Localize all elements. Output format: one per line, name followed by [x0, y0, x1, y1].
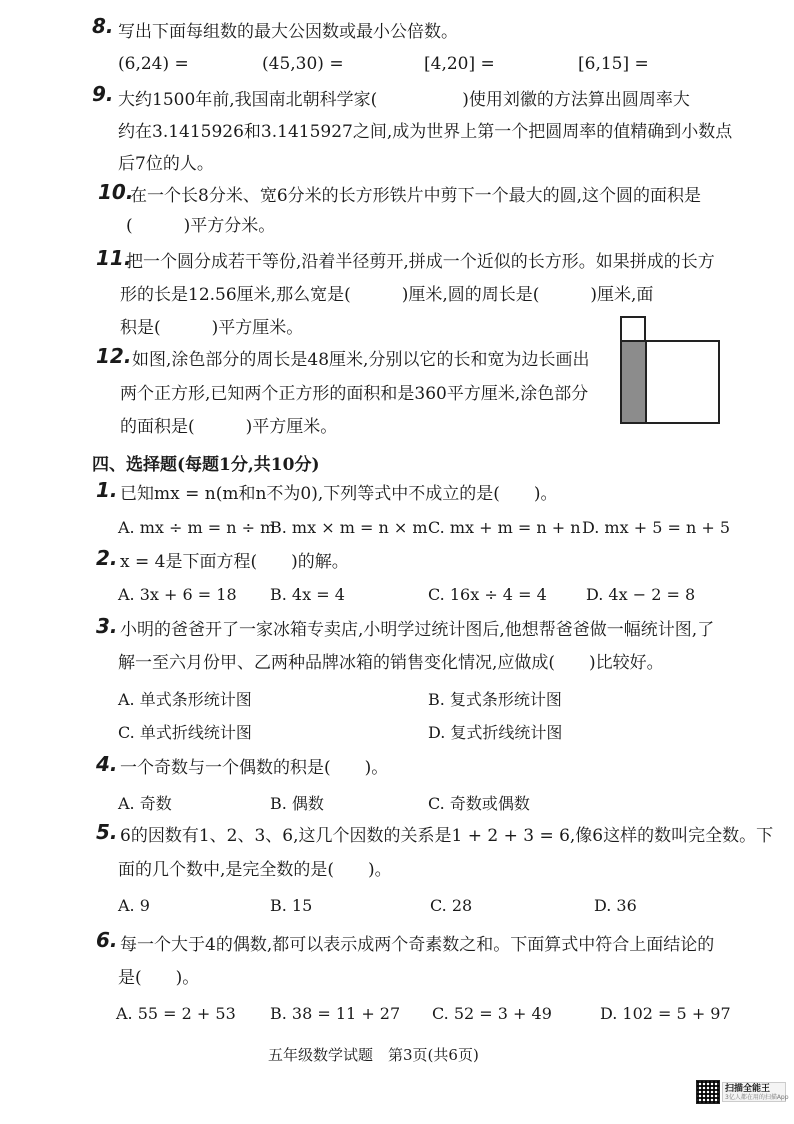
mc1-option-a[interactable]: A. mx ÷ m = n ÷ m — [118, 518, 276, 537]
mc5-line-2: 面的几个数中,是完全数的是( )。 — [118, 860, 392, 880]
mc5-option-c[interactable]: C. 28 — [430, 896, 473, 915]
mc5-line-1: 6的因数有1、2、3、6,这几个因数的关系是1 + 2 + 3 = 6,像6这样的数叫完全数。下 — [120, 826, 774, 846]
q12-number: 12. — [96, 344, 132, 368]
mc6-number: 6. — [96, 928, 118, 952]
page-footer: 五年级数学试题 第3页(共6页) — [268, 1046, 479, 1064]
q8-item-2: (45,30) = — [262, 54, 344, 74]
mc4-option-b[interactable]: B. 偶数 — [270, 794, 324, 813]
qr-code-icon — [696, 1080, 720, 1104]
mc3-option-b[interactable]: B. 复式条形统计图 — [428, 690, 562, 709]
mc6-line-1: 每一个大于4的偶数,都可以表示成两个奇素数之和。下面算式中符合上面结论的 — [120, 935, 715, 955]
mc4-option-a[interactable]: A. 奇数 — [118, 794, 172, 813]
q12-figure — [618, 316, 720, 424]
q10-number: 10. — [98, 180, 134, 204]
q8-item-4: [6,15] = — [578, 54, 649, 74]
mc6-option-c[interactable]: C. 52 = 3 + 49 — [432, 1004, 552, 1023]
mc2-stem: x = 4是下面方程( )的解。 — [120, 552, 349, 572]
mc4-option-c[interactable]: C. 奇数或偶数 — [428, 794, 530, 813]
mc4-number: 4. — [96, 752, 118, 776]
q9-line-2: 约在3.1415926和3.1415927之间,成为世界上第一个把圆周率的值精确到小数点 — [118, 122, 733, 142]
q8-item-3: [4,20] = — [424, 54, 495, 74]
mc5-option-b[interactable]: B. 15 — [270, 896, 313, 915]
q10-line-1: 在一个长8分米、宽6分米的长方形铁片中剪下一个最大的圆,这个圆的面积是 — [130, 186, 702, 206]
mc1-number: 1. — [96, 478, 118, 502]
mc3-option-c[interactable]: C. 单式折线统计图 — [118, 723, 252, 742]
small-square — [620, 316, 646, 342]
mc5-option-a[interactable]: A. 9 — [118, 896, 150, 915]
q12-line-1: 如图,涂色部分的周长是48厘米,分别以它的长和宽为边长画出 — [132, 350, 590, 370]
q9-number: 9. — [92, 82, 114, 106]
mc3-line-1: 小明的爸爸开了一家冰箱专卖店,小明学过统计图后,他想帮爸爸做一幅统计图,了 — [120, 620, 715, 640]
q9-line-1: 大约1500年前,我国南北朝科学家( )使用刘徽的方法算出圆周率大 — [118, 90, 690, 110]
q8-number: 8. — [92, 14, 114, 38]
q8-text: 写出下面每组数的最大公因数或最小公倍数。 — [118, 22, 458, 42]
mc1-option-c[interactable]: C. mx + m = n + n — [428, 518, 581, 537]
q11-number: 11. — [96, 246, 132, 270]
mc2-option-a[interactable]: A. 3x + 6 = 18 — [118, 585, 237, 604]
mc6-option-a[interactable]: A. 55 = 2 + 53 — [116, 1004, 236, 1023]
scanner-brand-name: 扫描全能王 — [725, 1084, 771, 1094]
q11-line-2: 形的长是12.56厘米,那么宽是( )厘米,圆的周长是( )厘米,面 — [120, 285, 654, 305]
q12-line-2: 两个正方形,已知两个正方形的面积和是360平方厘米,涂色部分 — [120, 384, 589, 404]
mc2-option-b[interactable]: B. 4x = 4 — [270, 585, 345, 604]
mc6-line-2: 是( )。 — [118, 968, 200, 988]
mc3-line-2: 解一至六月份甲、乙两种品牌冰箱的销售变化情况,应做成( )比较好。 — [118, 653, 664, 673]
large-square — [645, 340, 720, 424]
mc2-option-d[interactable]: D. 4x − 2 = 8 — [586, 585, 696, 604]
q8-item-1: (6,24) = — [118, 54, 189, 74]
mc4-stem: 一个奇数与一个偶数的积是( )。 — [120, 758, 389, 778]
q10-line-2: ( )平方分米。 — [126, 216, 276, 236]
mc2-number: 2. — [96, 546, 118, 570]
mc5-number: 5. — [96, 820, 118, 844]
q12-line-3: 的面积是( )平方厘米。 — [120, 417, 338, 437]
q11-line-3: 积是( )平方厘米。 — [120, 318, 304, 338]
mc2-option-c[interactable]: C. 16x ÷ 4 = 4 — [428, 585, 547, 604]
mc5-option-d[interactable]: D. 36 — [594, 896, 637, 915]
mc6-option-d[interactable]: D. 102 = 5 + 97 — [600, 1004, 731, 1023]
mc3-option-d[interactable]: D. 复式折线统计图 — [428, 723, 563, 742]
scanner-brand-watermark — [722, 1082, 789, 1102]
mc3-option-a[interactable]: A. 单式条形统计图 — [118, 690, 252, 709]
mc6-option-b[interactable]: B. 38 = 11 + 27 — [270, 1004, 401, 1023]
mc1-option-b[interactable]: B. mx × m = n × m — [270, 518, 428, 537]
mc1-option-d[interactable]: D. mx + 5 = n + 5 — [582, 518, 731, 537]
q11-line-1: 把一个圆分成若干等份,沿着半径剪开,拼成一个近似的长方形。如果拼成的长方 — [126, 252, 715, 272]
shaded-rectangle-border — [620, 340, 647, 424]
mc1-stem: 已知mx = n(m和n不为0),下列等式中不成立的是( )。 — [120, 484, 558, 504]
mc3-number: 3. — [96, 614, 118, 638]
q9-line-3: 后7位的人。 — [118, 154, 214, 174]
section-title: 四、选择题(每题1分,共10分) — [92, 455, 320, 475]
scanner-brand-tagline: 3亿人都在用的扫描App — [725, 1094, 789, 1101]
